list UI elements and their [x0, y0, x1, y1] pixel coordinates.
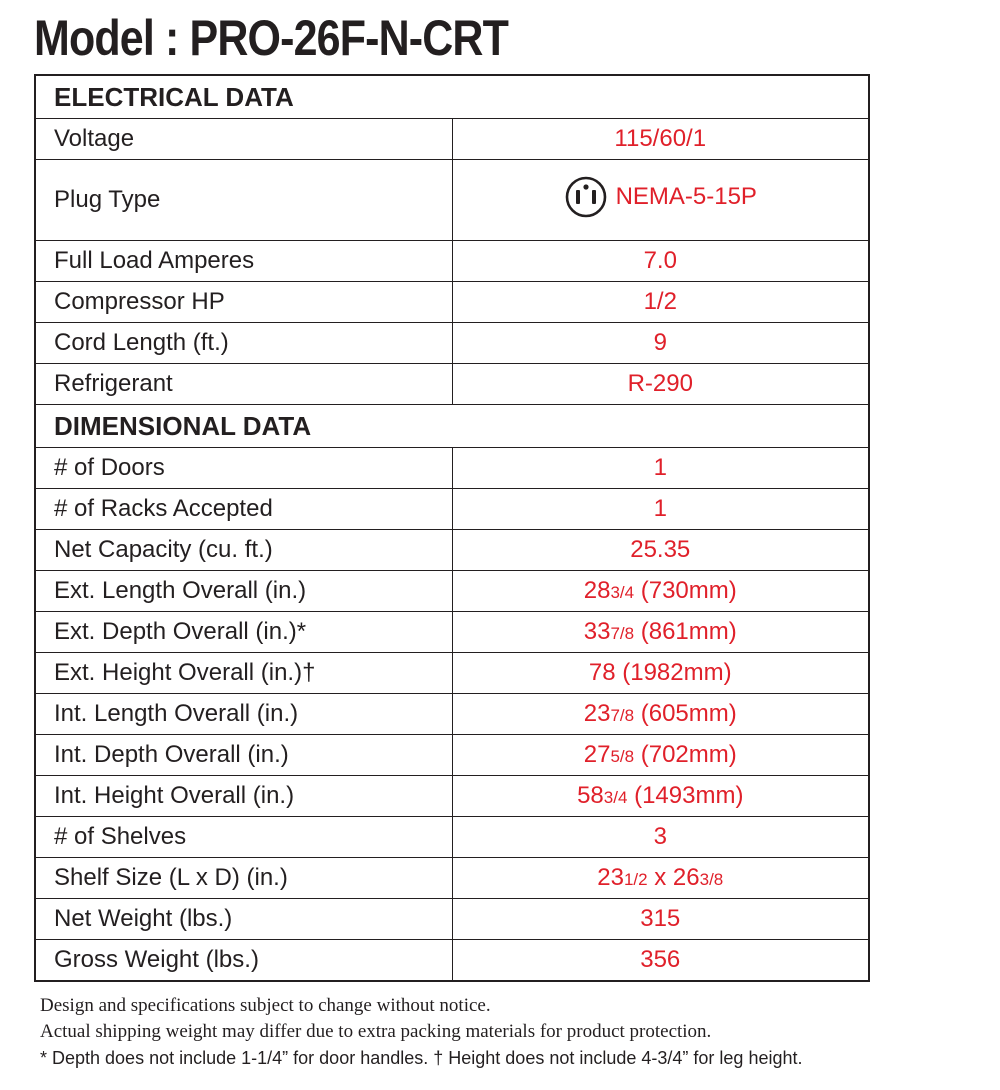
table-row-plug-type — [35, 160, 869, 241]
row-value: 1 — [452, 489, 869, 530]
table-row-racks — [35, 489, 869, 530]
value-whole: 27 — [583, 741, 611, 768]
row-label: Net Weight (lbs.) — [35, 899, 452, 940]
row-label: # of Shelves — [35, 817, 452, 858]
row-value — [452, 612, 869, 653]
row-value: 25.35 — [452, 530, 869, 571]
row-label: Ext. Depth Overall (in.)* — [35, 612, 452, 653]
row-value: 78 (1982mm) — [452, 653, 869, 694]
table-row-compressor-hp — [35, 282, 869, 323]
row-label: Gross Weight (lbs.) — [35, 940, 452, 982]
spec-table — [34, 74, 870, 982]
value-fraction: 3/4 — [603, 788, 628, 807]
row-value: 315 — [452, 899, 869, 940]
value-metric: (730mm) — [634, 577, 737, 604]
row-label: # of Doors — [35, 448, 452, 489]
row-value — [452, 735, 869, 776]
row-value: 1/2 — [452, 282, 869, 323]
section-heading: ELECTRICAL DATA — [35, 75, 869, 119]
row-value: 7.0 — [452, 241, 869, 282]
section-header-dimensional — [35, 405, 869, 448]
value-fraction: 7/8 — [610, 624, 635, 643]
row-label: Plug Type — [35, 160, 452, 241]
value-fraction: 5/8 — [610, 747, 635, 766]
section-header-electrical — [35, 75, 869, 119]
row-label: Shelf Size (L x D) (in.) — [35, 858, 452, 899]
value-metric: (702mm) — [634, 741, 737, 768]
value-metric: (1493mm) — [627, 782, 744, 809]
value-whole: 23 — [597, 864, 624, 891]
value-whole: 23 — [583, 700, 611, 727]
value-whole: 28 — [583, 577, 611, 604]
table-row-int-length — [35, 694, 869, 735]
table-row-int-depth — [35, 735, 869, 776]
table-row-ext-length — [35, 571, 869, 612]
table-row-int-height — [35, 776, 869, 817]
table-row-cord-length — [35, 323, 869, 364]
row-label: Full Load Amperes — [35, 241, 452, 282]
row-label: Int. Length Overall (in.) — [35, 694, 452, 735]
section-heading: DIMENSIONAL DATA — [35, 405, 869, 448]
table-row-ext-depth — [35, 612, 869, 653]
footnotes — [40, 993, 980, 1071]
row-label: Cord Length (ft.) — [35, 323, 452, 364]
table-row-gross-weight — [35, 940, 869, 982]
table-row-full-load-amperes — [35, 241, 869, 282]
value-metric: (861mm) — [634, 618, 737, 645]
value-fraction: 3/4 — [610, 583, 635, 602]
table-row-shelves — [35, 817, 869, 858]
value-fraction: 1/2 — [623, 870, 648, 889]
row-value: 9 — [452, 323, 869, 364]
table-row-voltage — [35, 119, 869, 160]
row-label: Ext. Length Overall (in.) — [35, 571, 452, 612]
row-label: Int. Depth Overall (in.) — [35, 735, 452, 776]
value-fraction: 3/8 — [699, 870, 724, 889]
value-mid: x 26 — [647, 864, 700, 891]
value-whole: 33 — [583, 618, 611, 645]
row-value: 356 — [452, 940, 869, 982]
model-title: Model : PRO-26F-N-CRT — [34, 10, 509, 66]
value-fraction: 7/8 — [610, 706, 635, 725]
table-row-refrigerant — [35, 364, 869, 405]
row-label: Int. Height Overall (in.) — [35, 776, 452, 817]
row-value: 115/60/1 — [452, 119, 869, 160]
row-value — [452, 694, 869, 735]
nema-5-15-plug-icon — [564, 175, 608, 219]
row-label: # of Racks Accepted — [35, 489, 452, 530]
row-label: Refrigerant — [35, 364, 452, 405]
row-value — [452, 571, 869, 612]
plug-type-text: NEMA-5-15P — [615, 182, 757, 210]
row-label: Net Capacity (cu. ft.) — [35, 530, 452, 571]
row-value — [452, 160, 869, 241]
footnote-line: * Depth does not include 1-1/4” for door handles. † Height does not include 4-3/4” for leg height. — [40, 1048, 803, 1068]
footnote-line: Actual shipping weight may differ due to extra packing materials for product protection. — [40, 1021, 712, 1042]
row-value: 1 — [452, 448, 869, 489]
row-value: R-290 — [452, 364, 869, 405]
table-row-net-capacity — [35, 530, 869, 571]
value-metric: (605mm) — [634, 700, 737, 727]
value-whole: 58 — [577, 782, 604, 809]
row-label: Ext. Height Overall (in.)† — [35, 653, 452, 694]
row-label: Compressor HP — [35, 282, 452, 323]
row-value — [452, 776, 869, 817]
table-row-net-weight — [35, 899, 869, 940]
table-row-shelf-size — [35, 858, 869, 899]
row-value — [452, 858, 869, 899]
table-row-doors — [35, 448, 869, 489]
row-value: 3 — [452, 817, 869, 858]
row-label: Voltage — [35, 119, 452, 160]
footnote-line: Design and specifications subject to change without notice. — [40, 995, 491, 1016]
table-row-ext-height — [35, 653, 869, 694]
